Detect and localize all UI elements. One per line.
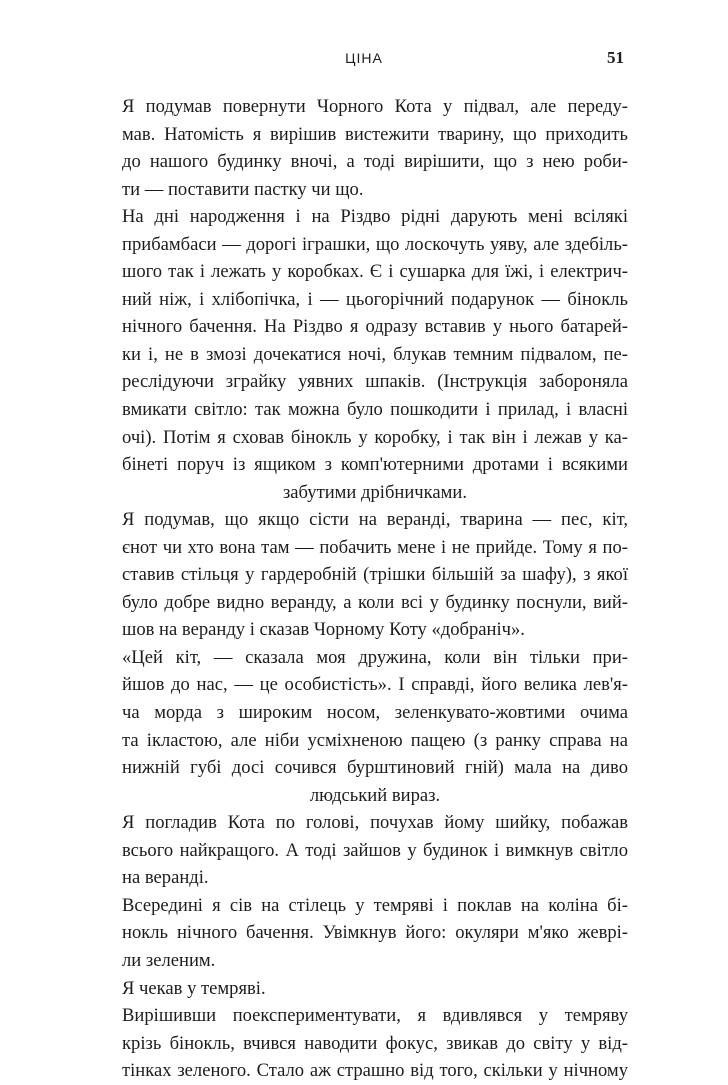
text-line: ставив стільця у гардеробній (трішки більшій за шафу), з якої <box>122 564 628 586</box>
text-line: крізь бінокль, вчився наводити фокус, звикав до світу у від- <box>122 1032 628 1054</box>
text-line: ки і, не в змозі дочекатися ночі, блукав темним підвалом, пе- <box>122 343 628 365</box>
text-line: до нашого будинку вночі, а тоді вирішити, що з нею роби- <box>122 151 628 173</box>
text-line: Я подумав, що якщо сісти на веранді, тварина — пес, кіт, <box>122 509 628 531</box>
text-line: Я чекав у темряві. <box>122 977 266 999</box>
chapter-title: ЦІНА <box>345 50 383 66</box>
text-line: Вирішивши поекспериментувати, я вдивлявся у темряву <box>122 1005 628 1027</box>
text-line: забутими дрібничками. <box>282 481 468 503</box>
paragraph <box>100 203 628 506</box>
text-line: ча морда з широким носом, зеленкувато-жовтими очима <box>122 702 628 724</box>
text-line: нічного бачення. На Різдво я одразу вставив у нього батарей- <box>122 316 628 338</box>
text-line: на веранді. <box>122 867 209 889</box>
text-line: На дні народження і на Різдво рідні дарують мені всілякі <box>122 206 628 228</box>
text-line: шого так і лежать у коробках. Є і сушарка для їжі, і електрич- <box>122 261 628 283</box>
paragraph <box>100 809 628 892</box>
text-line: ли зеленим. <box>122 949 216 971</box>
text-line: єнот чи хто вона там — побачить мене і не прийде. Тому я по- <box>122 536 628 558</box>
text-line: очі). Потім я сховав бінокль у коробку, і так він і лежав у ка- <box>122 426 628 448</box>
text-line: тінках зеленого. Стало аж страшно від того, скільки у нічному <box>122 1060 628 1082</box>
text-line: бінеті поруч із ящиком з комп'ютерними дротами і всякими <box>122 454 628 476</box>
text-line: ти — поставити пастку чи що. <box>122 178 364 200</box>
text-line: вмикати світло: так можна було пошкодити і прилад, і власні <box>122 399 628 421</box>
running-head <box>0 48 728 72</box>
page-number: 51 <box>607 48 624 67</box>
text-line: нокль нічного бачення. Увімкнув його: окуляри м'яко жеврі- <box>122 922 628 944</box>
paragraph <box>100 892 628 975</box>
text-line: шов на веранду і сказав Чорному Коту «добраніч». <box>122 619 525 641</box>
text-line: «Цей кіт, — сказала моя дружина, коли він тільки при- <box>122 646 628 668</box>
paragraph <box>100 975 628 1003</box>
text-line: Я погладив Кота по голові, почухав йому шийку, побажав <box>122 812 628 834</box>
body-text <box>100 93 628 1085</box>
text-line: людський вираз. <box>309 784 441 806</box>
text-line: Всередині я сів на стілець у темряві і поклав на коліна бі- <box>122 894 628 916</box>
text-line: ний ніж, і хлібопічка, і — цьогорічний подарунок — бінокль <box>122 288 628 310</box>
text-line: Я подумав повернути Чорного Кота у підвал, але переду- <box>122 96 628 117</box>
text-line: прибамбаси — дорогі іграшки, що лоскочуть уяву, але здебіль- <box>122 233 628 255</box>
text-line: реслідуючи зграйку уявних шпаків. (Інструкція забороняла <box>122 371 628 393</box>
text-line: було добре видно веранду, а коли всі у будинку поснули, вий- <box>122 591 628 613</box>
paragraph <box>100 93 628 203</box>
text-line: нижній губі досі сочився бурштиновий гній) мала на диво <box>122 757 628 779</box>
text-line: йшов до нас, — це особистість». І справді, його велика лев'я- <box>122 674 628 696</box>
paragraph <box>100 1002 628 1085</box>
text-line: всього найкращого. А тоді зайшов у будинок і вимкнув світло <box>122 839 628 861</box>
paragraph <box>100 506 628 644</box>
paragraph <box>100 644 628 809</box>
text-line: та ікластою, але ніби усміхненою пащею (з ранку справа на <box>122 729 628 751</box>
text-line: мав. Натомість я вирішив вистежити тварину, що приходить <box>122 123 628 145</box>
